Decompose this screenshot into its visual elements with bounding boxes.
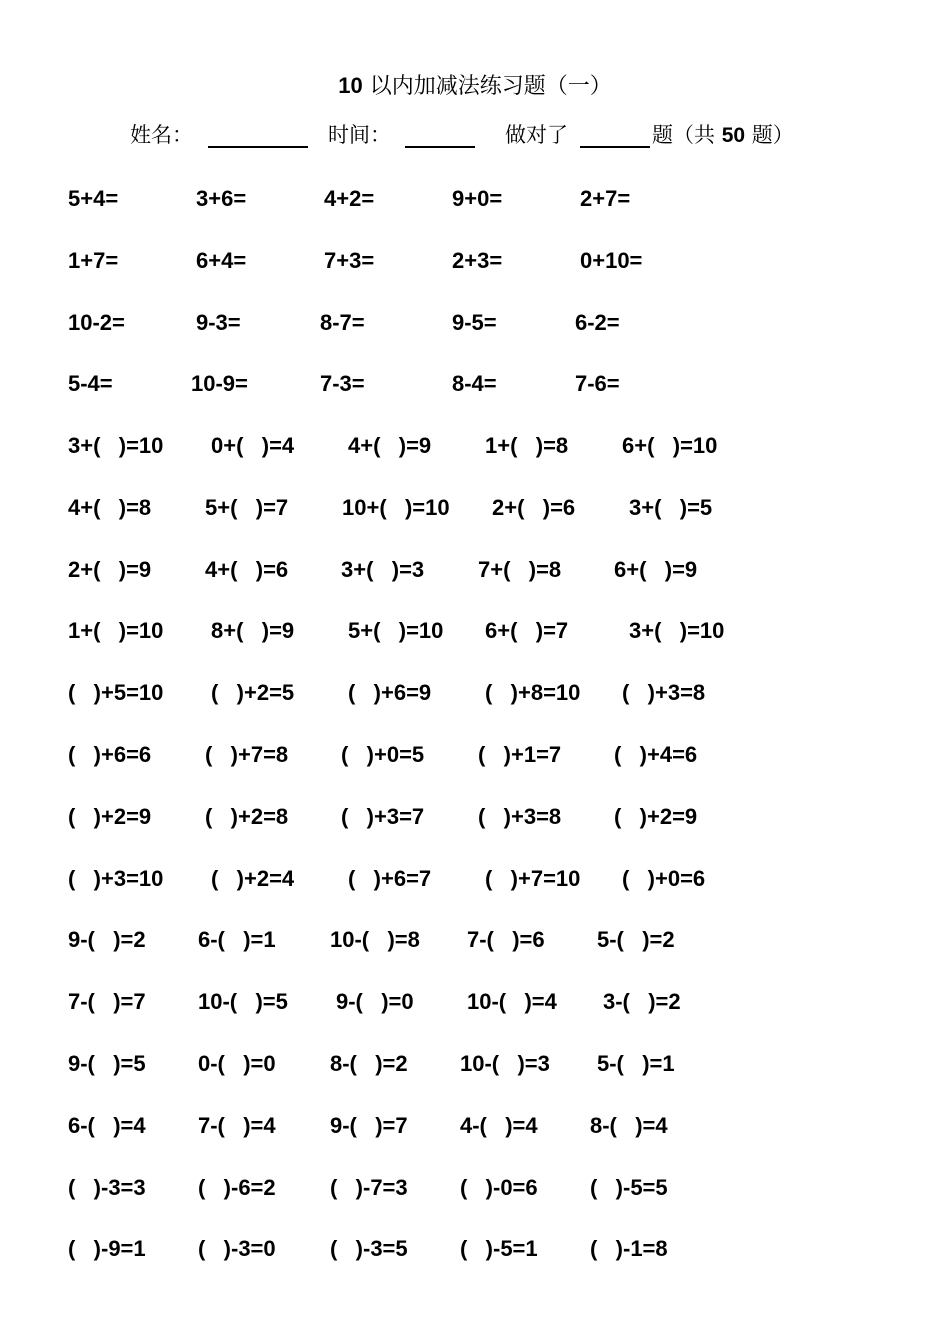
math-problem: 9-5=: [452, 310, 497, 335]
time-label: 时间：: [328, 123, 391, 147]
math-problem: ( )-0=6: [460, 1175, 538, 1200]
total-info: [652, 118, 794, 153]
math-problem: ( )+5=10: [68, 680, 164, 705]
math-problem: 7-6=: [575, 371, 620, 396]
math-problem: 4-( )=4: [460, 1113, 538, 1138]
math-problem: 9-( )=5: [68, 1051, 146, 1076]
math-problem: ( )-3=5: [330, 1236, 408, 1261]
math-problem: ( )+6=6: [68, 742, 152, 767]
math-problem: 3+( )=10: [68, 433, 164, 458]
total-count: 50: [721, 124, 746, 147]
math-problem: 2+3=: [452, 248, 503, 273]
math-problem: 5+4=: [68, 186, 119, 211]
math-problem: ( )-5=5: [590, 1175, 668, 1200]
math-problem: ( )+2=5: [211, 680, 295, 705]
math-problem: 8-( )=2: [330, 1051, 408, 1076]
math-problem: 6+( )=9: [614, 557, 698, 582]
time-blank[interactable]: [405, 146, 475, 148]
math-problem: 4+2=: [324, 186, 375, 211]
math-problem: ( )-3=3: [68, 1175, 146, 1200]
math-problem: ( )-5=1: [460, 1236, 538, 1261]
math-problem: 8-4=: [452, 371, 497, 396]
math-problem: 6-( )=4: [68, 1113, 146, 1138]
math-problem: 8-7=: [320, 310, 365, 335]
math-problem: ( )+3=8: [478, 804, 562, 829]
math-problem: 0+10=: [580, 248, 643, 273]
math-problem: 0+( )=4: [211, 433, 295, 458]
worksheet-title: [0, 70, 950, 103]
math-problem: 7-( )=7: [68, 989, 146, 1014]
math-problem: 6-2=: [575, 310, 620, 335]
math-problem: 2+( )=9: [68, 557, 152, 582]
correct-count-blank[interactable]: [580, 146, 650, 148]
total-prefix: 题（共: [652, 123, 715, 147]
total-suffix: 题）: [751, 123, 794, 147]
math-problem: 1+7=: [68, 248, 119, 273]
math-problem: ( )-7=3: [330, 1175, 408, 1200]
math-problem: 2+7=: [580, 186, 631, 211]
student-info-row: [0, 118, 950, 152]
math-problem: ( )+0=5: [341, 742, 425, 767]
math-problem: ( )+0=6: [622, 866, 706, 891]
math-problem: 5+( )=10: [348, 618, 444, 643]
math-problem: 10-9=: [191, 371, 248, 396]
title-text: 以内加减法练习题（一）: [369, 74, 612, 99]
math-problem: ( )+1=7: [478, 742, 562, 767]
correct-label: 做对了: [505, 123, 568, 147]
math-problem: 10-2=: [68, 310, 125, 335]
math-problem: ( )-9=1: [68, 1236, 146, 1261]
math-problem: 9-( )=2: [68, 927, 146, 952]
math-problem: ( )-6=2: [198, 1175, 276, 1200]
math-problem: 4+( )=8: [68, 495, 152, 520]
math-problem: 9-3=: [196, 310, 241, 335]
math-problem: 5-4=: [68, 371, 113, 396]
math-problem: ( )+2=4: [211, 866, 295, 891]
math-problem: 10-( )=8: [330, 927, 420, 952]
math-problem: ( )+7=10: [485, 866, 581, 891]
math-problem: ( )+4=6: [614, 742, 698, 767]
math-problem: ( )+8=10: [485, 680, 581, 705]
math-problem: ( )-3=0: [198, 1236, 276, 1261]
math-problem: 7-( )=6: [467, 927, 545, 952]
math-problem: ( )-1=8: [590, 1236, 668, 1261]
math-problem: 5-( )=1: [597, 1051, 675, 1076]
name-blank[interactable]: [208, 146, 308, 148]
name-label: 姓名：: [130, 123, 193, 147]
math-problem: ( )+3=7: [341, 804, 425, 829]
math-problem: 7+3=: [324, 248, 375, 273]
math-problem: 4+( )=9: [348, 433, 432, 458]
math-problem: 6+( )=7: [485, 618, 569, 643]
math-problem: 3+6=: [196, 186, 247, 211]
math-problem: 10-( )=4: [467, 989, 557, 1014]
math-problem: 10-( )=3: [460, 1051, 550, 1076]
math-problem: 3+( )=10: [629, 618, 725, 643]
math-problem: 6-( )=1: [198, 927, 276, 952]
math-problem: 7-( )=4: [198, 1113, 276, 1138]
math-problem: 3+( )=3: [341, 557, 425, 582]
math-problem: ( )+6=9: [348, 680, 432, 705]
math-problem: 9+0=: [452, 186, 503, 211]
math-problem: ( )+2=9: [614, 804, 698, 829]
math-problem: 7+( )=8: [478, 557, 562, 582]
title-number: 10: [338, 73, 363, 98]
math-problem: 2+( )=6: [492, 495, 576, 520]
math-problem: 3-( )=2: [603, 989, 681, 1014]
math-problem: 4+( )=6: [205, 557, 289, 582]
math-problem: 10+( )=10: [342, 495, 450, 520]
math-problem: ( )+6=7: [348, 866, 432, 891]
math-problem: 1+( )=10: [68, 618, 164, 643]
math-problem: 0-( )=0: [198, 1051, 276, 1076]
math-problem: 6+4=: [196, 248, 247, 273]
math-problem: 7-3=: [320, 371, 365, 396]
math-problem: ( )+3=8: [622, 680, 706, 705]
math-problem: 1+( )=8: [485, 433, 569, 458]
math-problem: 5+( )=7: [205, 495, 289, 520]
math-problem: ( )+7=8: [205, 742, 289, 767]
math-problem: 8-( )=4: [590, 1113, 668, 1138]
math-problem: 9-( )=7: [330, 1113, 408, 1138]
math-problem: 9-( )=0: [336, 989, 414, 1014]
math-problem: 8+( )=9: [211, 618, 295, 643]
math-problem: 10-( )=5: [198, 989, 288, 1014]
math-problem: 5-( )=2: [597, 927, 675, 952]
math-problem: ( )+2=8: [205, 804, 289, 829]
math-problem: 3+( )=5: [629, 495, 713, 520]
math-problem: ( )+3=10: [68, 866, 164, 891]
math-problem: ( )+2=9: [68, 804, 152, 829]
math-problem: 6+( )=10: [622, 433, 718, 458]
